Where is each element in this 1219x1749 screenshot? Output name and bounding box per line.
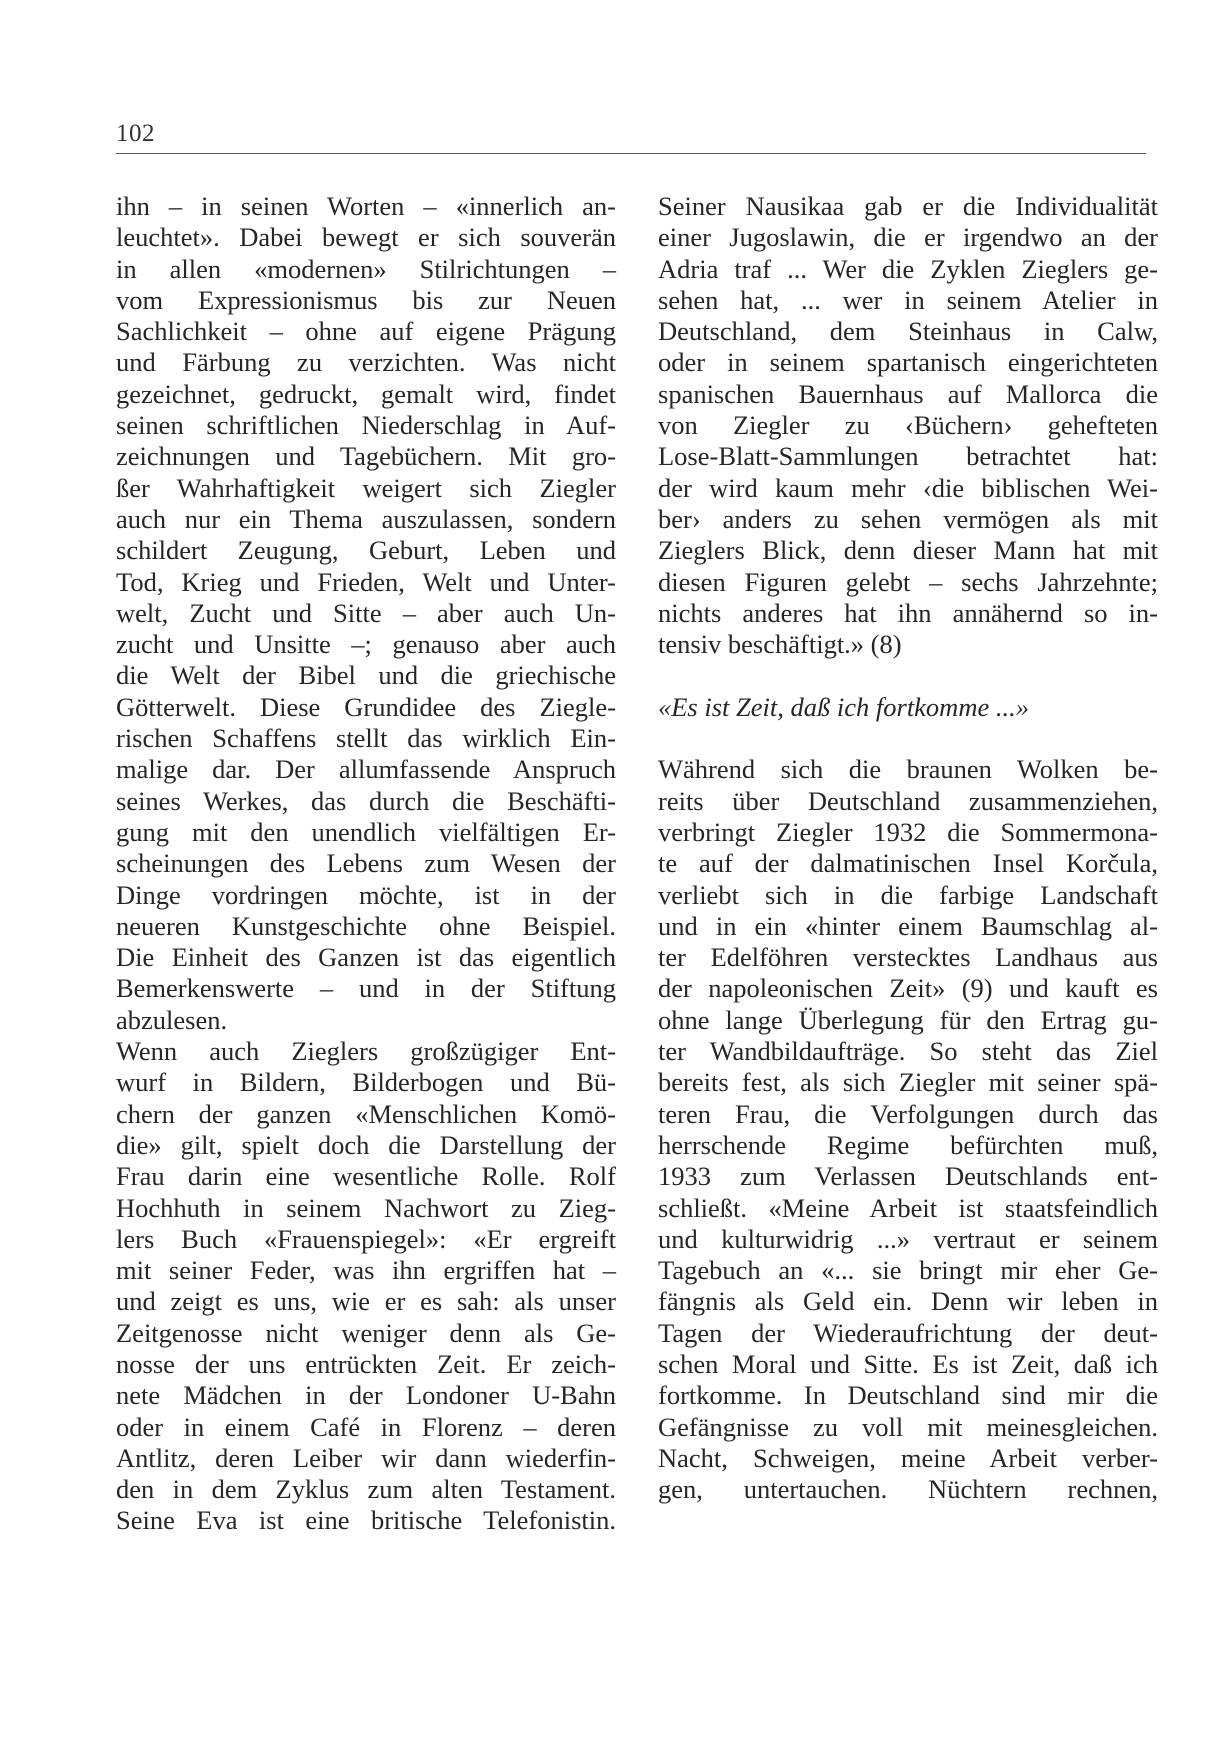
text-line: die» gilt, spielt doch die Darstellung der — [116, 1129, 616, 1160]
text-line: Bemerkenswerte – und in der Stiftung — [116, 973, 616, 1004]
text-line: ber› anders zu sehen vermögen als mit — [658, 503, 1158, 534]
text-line: von Ziegler zu ‹Büchern› gehefteten — [658, 410, 1158, 441]
text-line: sehen hat, ... wer in seinem Atelier in — [658, 284, 1158, 315]
text-line: Zieglers Blick, denn dieser Mann hat mit — [658, 535, 1158, 566]
text-line: verliebt sich in die farbige Landschaft — [658, 879, 1158, 910]
text-line: Deutschland, dem Steinhaus in Calw, — [658, 316, 1158, 347]
text-line: Dinge vordringen möchte, ist in der — [116, 879, 616, 910]
section-heading: «Es ist Zeit, daß ich fortkomme ...» — [658, 691, 1029, 722]
text-line: gezeichnet, gedruckt, gemalt wird, findet — [116, 378, 616, 409]
text-line: Wenn auch Zieglers großzügiger Ent- — [116, 1036, 616, 1067]
right-column-bottom — [658, 754, 1158, 1505]
text-line: teren Frau, die Verfolgungen durch das — [658, 1098, 1158, 1129]
text-line: schen Moral und Sitte. Es ist Zeit, daß ich — [658, 1348, 1158, 1379]
section-gap-before — [658, 660, 1158, 691]
text-line: oder in einem Café in Florenz – deren — [116, 1411, 616, 1442]
text-line: chern der ganzen «Menschlichen Komö- — [116, 1098, 616, 1129]
text-line: Antlitz, deren Leiber wir dann wiederfin- — [116, 1442, 616, 1473]
text-line: und zeigt es uns, wie er es sah: als unser — [116, 1286, 616, 1317]
text-line: spanischen Bauernhaus auf Mallorca die — [658, 378, 1158, 409]
text-line: ohne lange Überlegung für den Ertrag gu- — [658, 1004, 1158, 1035]
text-line: nete Mädchen in der Londoner U-Bahn — [116, 1380, 616, 1411]
text-line: gung mit den unendlich vielfältigen Er- — [116, 816, 616, 847]
text-line: Seiner Nausikaa gab er die Individualität — [658, 191, 1158, 221]
text-line: bereits fest, als sich Ziegler mit seiner spä- — [658, 1067, 1158, 1098]
text-line: Götterwelt. Diese Grundidee des Ziegle- — [116, 691, 616, 722]
text-line: und Färbung zu verzichten. Was nicht — [116, 347, 616, 378]
right-column-top — [658, 191, 1158, 660]
text-line: Nacht, Schweigen, meine Arbeit verber- — [658, 1442, 1158, 1473]
text-line: ter Edelföhren verstecktes Landhaus aus — [658, 942, 1158, 973]
text-line: Seine Eva ist eine britische Telefonistin. — [116, 1505, 616, 1536]
text-line: ihn – in seinen Worten – «innerlich an- — [116, 191, 616, 221]
text-line: verbringt Ziegler 1932 die Sommermona- — [658, 816, 1158, 847]
header-rule — [116, 153, 1146, 154]
text-line: wurf in Bildern, Bilderbogen und Bü- — [116, 1067, 616, 1098]
text-line: ter Wandbildaufträge. So steht das Ziel — [658, 1036, 1158, 1067]
text-line: Gefängnisse zu voll mit meinesgleichen. — [658, 1411, 1158, 1442]
text-line: ßer Wahrhaftigkeit weigert sich Ziegler — [116, 472, 616, 503]
text-line: den in dem Zyklus zum alten Testament. — [116, 1474, 616, 1505]
text-line: leuchtet». Dabei bewegt er sich souverän — [116, 222, 616, 253]
text-line: oder in seinem spartanisch eingerichteten — [658, 347, 1158, 378]
text-line: und in ein «hinter einem Baumschlag al- — [658, 910, 1158, 941]
text-line: Während sich die braunen Wolken be- — [658, 754, 1158, 785]
text-line: Frau darin eine wesentliche Rolle. Rolf — [116, 1161, 616, 1192]
right-column — [658, 191, 1158, 1505]
text-line: und kulturwidrig ...» vertraut er seinem — [658, 1223, 1158, 1254]
text-line: Lose-Blatt-Sammlungen betrachtet hat: — [658, 441, 1158, 472]
text-line: vom Expressionismus bis zur Neuen — [116, 284, 616, 315]
text-line: einer Jugoslawin, die er irgendwo an der — [658, 222, 1158, 253]
text-line: gen, untertauchen. Nüchtern rechnen, — [658, 1474, 1158, 1505]
text-line: die Welt der Bibel und die griechische — [116, 660, 616, 691]
text-line: abzulesen. — [116, 1004, 228, 1035]
text-line: seinen schriftlichen Niederschlag in Auf- — [116, 410, 616, 441]
text-line: der napoleonischen Zeit» (9) und kauft es — [658, 973, 1158, 1004]
text-line: scheinungen des Lebens zum Wesen der — [116, 848, 616, 879]
text-line: zeichnungen und Tagebüchern. Mit gro- — [116, 441, 616, 472]
text-line: te auf der dalmatinischen Insel Korčula, — [658, 848, 1158, 879]
text-line: welt, Zucht und Sitte – aber auch Un- — [116, 597, 616, 628]
text-line: rischen Schaffens stellt das wirklich Ein- — [116, 723, 616, 754]
text-line: der wird kaum mehr ‹die biblischen Wei- — [658, 472, 1158, 503]
page-number: 102 — [116, 120, 155, 147]
text-line: tensiv beschäftigt.» (8) — [658, 629, 902, 660]
text-line: herrschende Regime befürchten muß, — [658, 1129, 1158, 1160]
text-line: in allen «modernen» Stilrichtungen – — [116, 253, 616, 284]
text-line: seines Werkes, das durch die Beschäfti- — [116, 785, 616, 816]
text-line: Adria traf ... Wer die Zyklen Zieglers ge- — [658, 253, 1158, 284]
text-line: Tagen der Wiederaufrichtung der deut- — [658, 1317, 1158, 1348]
text-line: Zeitgenosse nicht weniger denn als Ge- — [116, 1317, 616, 1348]
section-gap-after — [658, 723, 1158, 754]
text-line: schließt. «Meine Arbeit ist staatsfeindlich — [658, 1192, 1158, 1223]
text-line: fortkomme. In Deutschland sind mir die — [658, 1380, 1158, 1411]
text-line: Die Einheit des Ganzen ist das eigentlich — [116, 942, 616, 973]
text-line: reits über Deutschland zusammenziehen, — [658, 785, 1158, 816]
left-column — [116, 191, 616, 1537]
text-line: schildert Zeugung, Geburt, Leben und — [116, 535, 616, 566]
text-line: mit seiner Feder, was ihn ergriffen hat – — [116, 1255, 616, 1286]
text-line: Sachlichkeit – ohne auf eigene Prägung — [116, 316, 616, 347]
text-line: nosse der uns entrückten Zeit. Er zeich- — [116, 1348, 616, 1379]
text-line: Tod, Krieg und Frieden, Welt und Unter- — [116, 566, 616, 597]
text-line: Tagebuch an «... sie bringt mir eher Ge- — [658, 1255, 1158, 1286]
text-line: nichts anderes hat ihn annähernd so in- — [658, 597, 1158, 628]
text-line: Hochhuth in seinem Nachwort zu Zieg- — [116, 1192, 616, 1223]
text-line: zucht und Unsitte –; genauso aber auch — [116, 629, 616, 660]
text-line: 1933 zum Verlassen Deutschlands ent- — [658, 1161, 1158, 1192]
text-line: neueren Kunstgeschichte ohne Beispiel. — [116, 910, 616, 941]
text-line: lers Buch «Frauenspiegel»: «Er ergreift — [116, 1223, 616, 1254]
text-line: auch nur ein Thema auszulassen, sondern — [116, 503, 616, 534]
text-line: diesen Figuren gelebt – sechs Jahrzehnte; — [658, 566, 1158, 597]
text-line: fängnis als Geld ein. Denn wir leben in — [658, 1286, 1158, 1317]
text-line: malige dar. Der allumfassende Anspruch — [116, 754, 616, 785]
